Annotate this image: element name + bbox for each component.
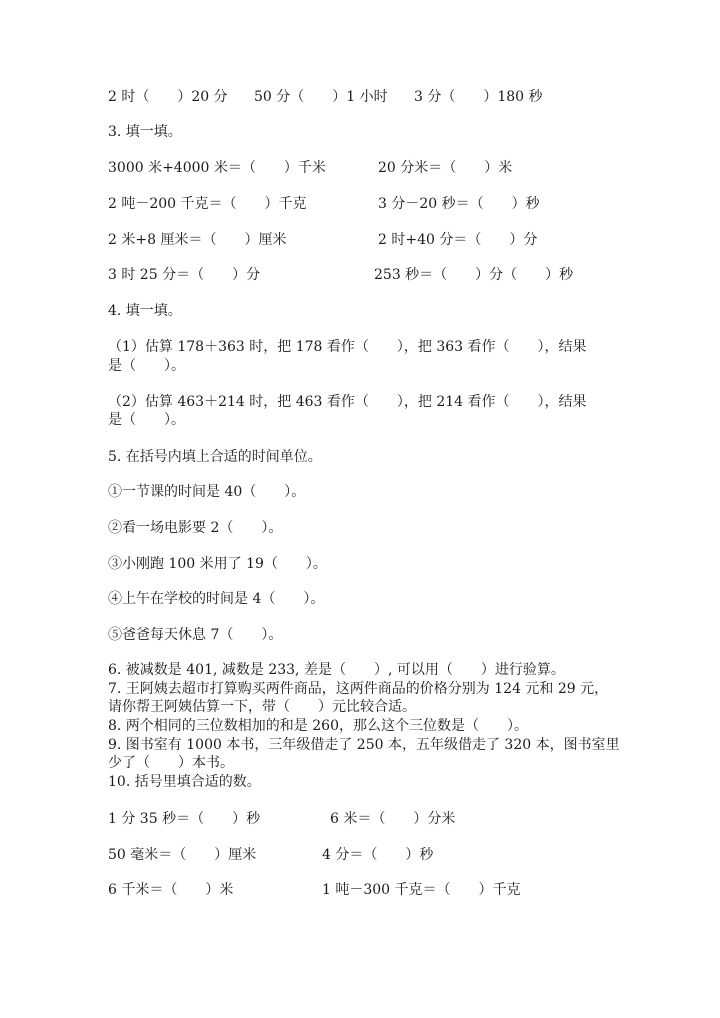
- time-compare-2: 50 分（ ）1 小时: [254, 89, 388, 105]
- q10-item: 1 分 35 秒＝（ ）秒: [108, 811, 261, 827]
- time-compare-1: 2 时（ ）20 分: [108, 89, 228, 105]
- q10-heading: 10. 括号里填合适的数。: [108, 774, 261, 790]
- q8-text: 8. 两个相同的三位数相加的和是 260，那么这个三位数是（ ）。: [108, 718, 528, 734]
- q6-text: 6. 被减数是 401, 减数是 233, 差是（ ）, 可以用（ ）进行验算。: [108, 662, 565, 678]
- q9-line2: 少了（ ）本书。: [108, 755, 234, 771]
- q4-part1-line2: 是（ ）。: [108, 358, 185, 374]
- q3-item: 3000 米+4000 米＝（ ）千米: [108, 160, 326, 176]
- time-compare-3: 3 分（ ）180 秒: [414, 89, 543, 105]
- q4-part1-line1: （1）估算 178＋363 时，把 178 看作（ ），把 363 看作（ ），结果: [108, 339, 587, 355]
- q10-item: 6 千米＝（ ）米: [108, 882, 234, 898]
- q10-item: 6 米＝（ ）分米: [330, 811, 456, 827]
- q3-item: 2 米+8 厘米＝（ ）厘米: [108, 232, 287, 248]
- q3-item: 3 分－20 秒＝（ ）秒: [378, 196, 540, 212]
- q10-item: 1 吨－300 千克＝（ ）千克: [322, 882, 521, 898]
- q5-heading: 5. 在括号内填上合适的时间单位。: [108, 449, 322, 465]
- q5-item: ⑤爸爸每天休息 7（ ）。: [108, 627, 283, 643]
- q7-line1: 7. 王阿姨去超市打算购买两件商品，这两件商品的价格分别为 124 元和 29 元，: [108, 681, 609, 697]
- q9-line1: 9. 图书室有 1000 本书，三年级借走了 250 本，五年级借走了 320 本，图书室里: [108, 737, 620, 753]
- q4-part2-line1: （2）估算 463＋214 时，把 463 看作（ ），把 214 看作（ ），结果: [108, 394, 587, 410]
- q4-heading: 4. 填一填。: [108, 303, 182, 319]
- q10-item: 50 毫米＝（ ）厘米: [108, 847, 257, 863]
- q7-line2: 请你帮王阿姨估算一下，带（ ）元比较合适。: [108, 699, 416, 715]
- q3-item: 253 秒＝（ ）分（ ）秒: [374, 267, 574, 283]
- q10-item: 4 分＝（ ）秒: [322, 847, 434, 863]
- q3-item: 20 分米＝（ ）米: [378, 160, 513, 176]
- q5-item: ④上午在学校的时间是 4（ ）。: [108, 591, 325, 607]
- q4-part2-line2: 是（ ）。: [108, 412, 185, 428]
- q3-item: 2 时+40 分＝（ ）分: [378, 232, 538, 248]
- q5-item: ①一节课的时间是 40（ ）。: [108, 484, 306, 500]
- q5-item: ③小刚跑 100 米用了 19（ ）。: [108, 556, 327, 572]
- q5-item: ②看一场电影要 2（ ）。: [108, 520, 283, 536]
- q3-heading: 3. 填一填。: [108, 124, 182, 140]
- q3-item: 3 时 25 分＝（ ）分: [108, 267, 261, 283]
- q3-item: 2 吨－200 千克＝（ ）千克: [108, 196, 307, 212]
